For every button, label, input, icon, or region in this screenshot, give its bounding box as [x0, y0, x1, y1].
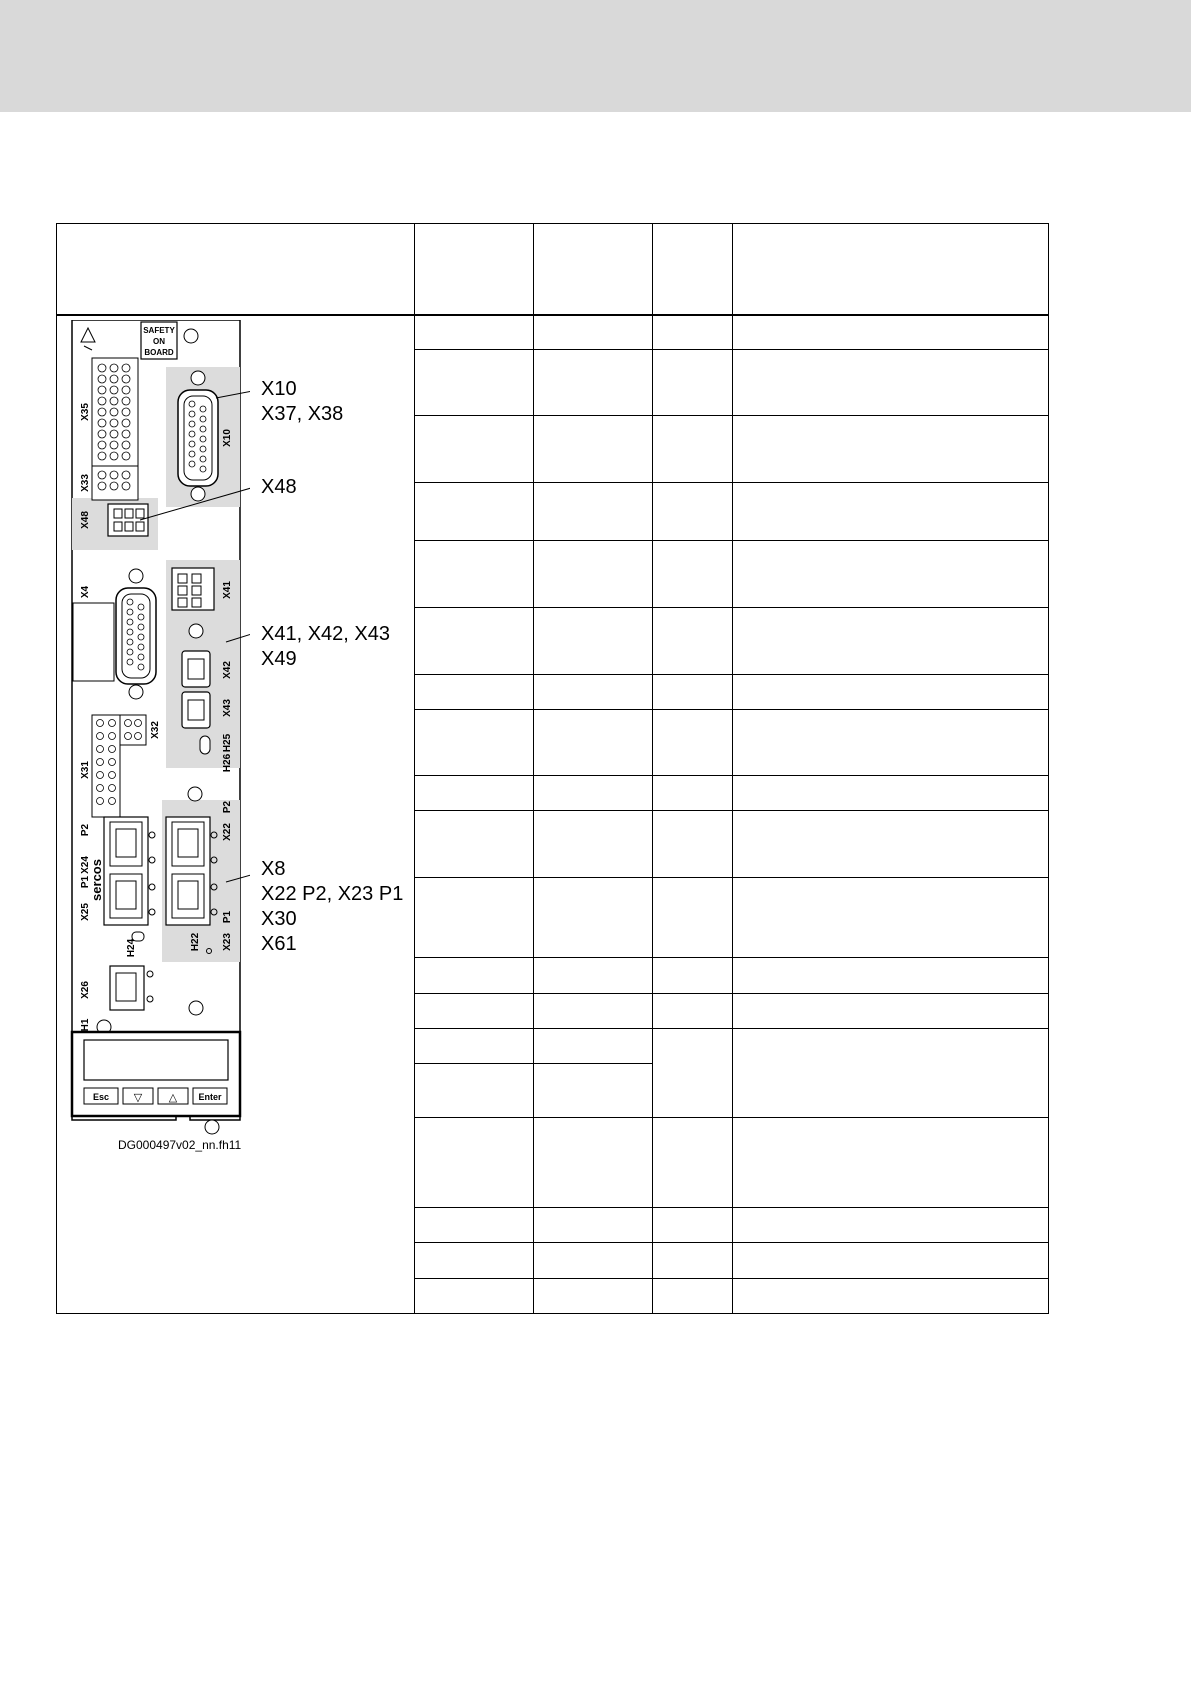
- header-rule: [57, 314, 1048, 316]
- callout-line: X48: [261, 476, 297, 498]
- label-x41: X41: [222, 581, 233, 599]
- callout-line: X22 P2, X23 P1: [261, 883, 404, 905]
- row-rule: [414, 957, 1048, 958]
- screw-icon: [189, 624, 203, 638]
- label-x42: X42: [222, 661, 233, 679]
- figure-caption: DG000497v02_nn.fh11: [118, 1138, 242, 1152]
- row-rule: [414, 674, 1048, 675]
- row-rule: [414, 810, 1048, 811]
- screw-icon: [191, 371, 205, 385]
- screw-icon: [189, 1001, 203, 1015]
- label-x22: X22: [222, 823, 233, 841]
- device-panel-drawing: [70, 320, 250, 1140]
- screw-icon: [129, 569, 143, 583]
- callout-line: X30: [261, 908, 297, 930]
- label-p2-right: P2: [222, 800, 233, 814]
- page-header-band: [0, 0, 1191, 112]
- column-divider: [652, 224, 653, 1313]
- led-h25: [200, 736, 210, 754]
- label-x24: X24: [80, 856, 91, 874]
- row-rule: [414, 709, 1048, 710]
- row-rule: [414, 415, 1048, 416]
- label-x10: X10: [222, 429, 233, 447]
- callout-x41: [261, 622, 390, 672]
- screw-icon: [205, 1120, 219, 1134]
- callout-line: X37, X38: [261, 403, 344, 425]
- row-rule: [414, 1028, 1048, 1029]
- safety-label-3: BOARD: [144, 348, 174, 357]
- screw-icon: [188, 787, 202, 801]
- row-rule: [414, 1207, 1048, 1208]
- label-p1-right: P1: [222, 910, 233, 924]
- terminal-block-x32: [120, 715, 146, 745]
- row-rule: [414, 877, 1048, 878]
- esc-key-label: Esc: [92, 1092, 110, 1102]
- label-h22: H22: [190, 932, 201, 952]
- label-p1-left: P1: [80, 875, 91, 889]
- callout-x8: [261, 857, 403, 957]
- row-rule: [414, 1278, 1048, 1279]
- column-divider: [414, 224, 415, 1313]
- callout-x48: [261, 475, 297, 500]
- callout-line: X61: [261, 933, 297, 955]
- row-rule: [414, 1117, 1048, 1118]
- connector-x42: [182, 651, 210, 687]
- safety-label-1: SAFETY: [143, 326, 175, 335]
- label-x35: X35: [80, 403, 91, 421]
- callout-line: X41, X42, X43: [261, 623, 390, 645]
- enter-key-label: Enter: [198, 1092, 222, 1102]
- row-rule: [414, 993, 1048, 994]
- label-x31: X31: [80, 761, 91, 779]
- label-x23: X23: [222, 933, 233, 951]
- label-h1: H1: [80, 1018, 91, 1032]
- label-x4: X4: [80, 585, 91, 599]
- label-x32: X32: [150, 721, 161, 739]
- row-rule: [414, 1242, 1048, 1243]
- row-rule: [414, 607, 1048, 608]
- label-h26: H26: [222, 753, 233, 773]
- screw-icon: [129, 685, 143, 699]
- screw-icon: [184, 329, 198, 343]
- callout-line: X10: [261, 378, 297, 400]
- row-rule: [414, 482, 1048, 483]
- label-p2-left: P2: [80, 823, 91, 837]
- callout-line: X49: [261, 648, 297, 670]
- label-sercos: sercos: [89, 859, 104, 901]
- label-x48: X48: [80, 511, 91, 529]
- label-h25: H25: [222, 733, 233, 753]
- label-x43: X43: [222, 699, 233, 717]
- up-key-label: △: [168, 1092, 178, 1104]
- row-rule: [414, 349, 1048, 350]
- safety-label-2: ON: [153, 337, 165, 346]
- column-divider: [533, 224, 534, 1313]
- callout-x10: [261, 377, 343, 427]
- row-rule: [414, 775, 1048, 776]
- row-rule: [414, 1063, 652, 1064]
- label-plate: [73, 603, 114, 681]
- label-x33: X33: [80, 474, 91, 492]
- column-divider: [732, 224, 733, 1313]
- down-key-label: ▽: [133, 1092, 143, 1104]
- row-rule: [414, 540, 1048, 541]
- device-front-panel-figure: [70, 320, 250, 1145]
- label-x26: X26: [80, 981, 91, 999]
- callout-line: X8: [261, 858, 286, 880]
- label-h24: H24: [126, 938, 137, 958]
- screw-icon: [191, 487, 205, 501]
- connector-x43: [182, 692, 210, 728]
- lcd-display: [84, 1040, 228, 1080]
- label-x25: X25: [80, 903, 91, 921]
